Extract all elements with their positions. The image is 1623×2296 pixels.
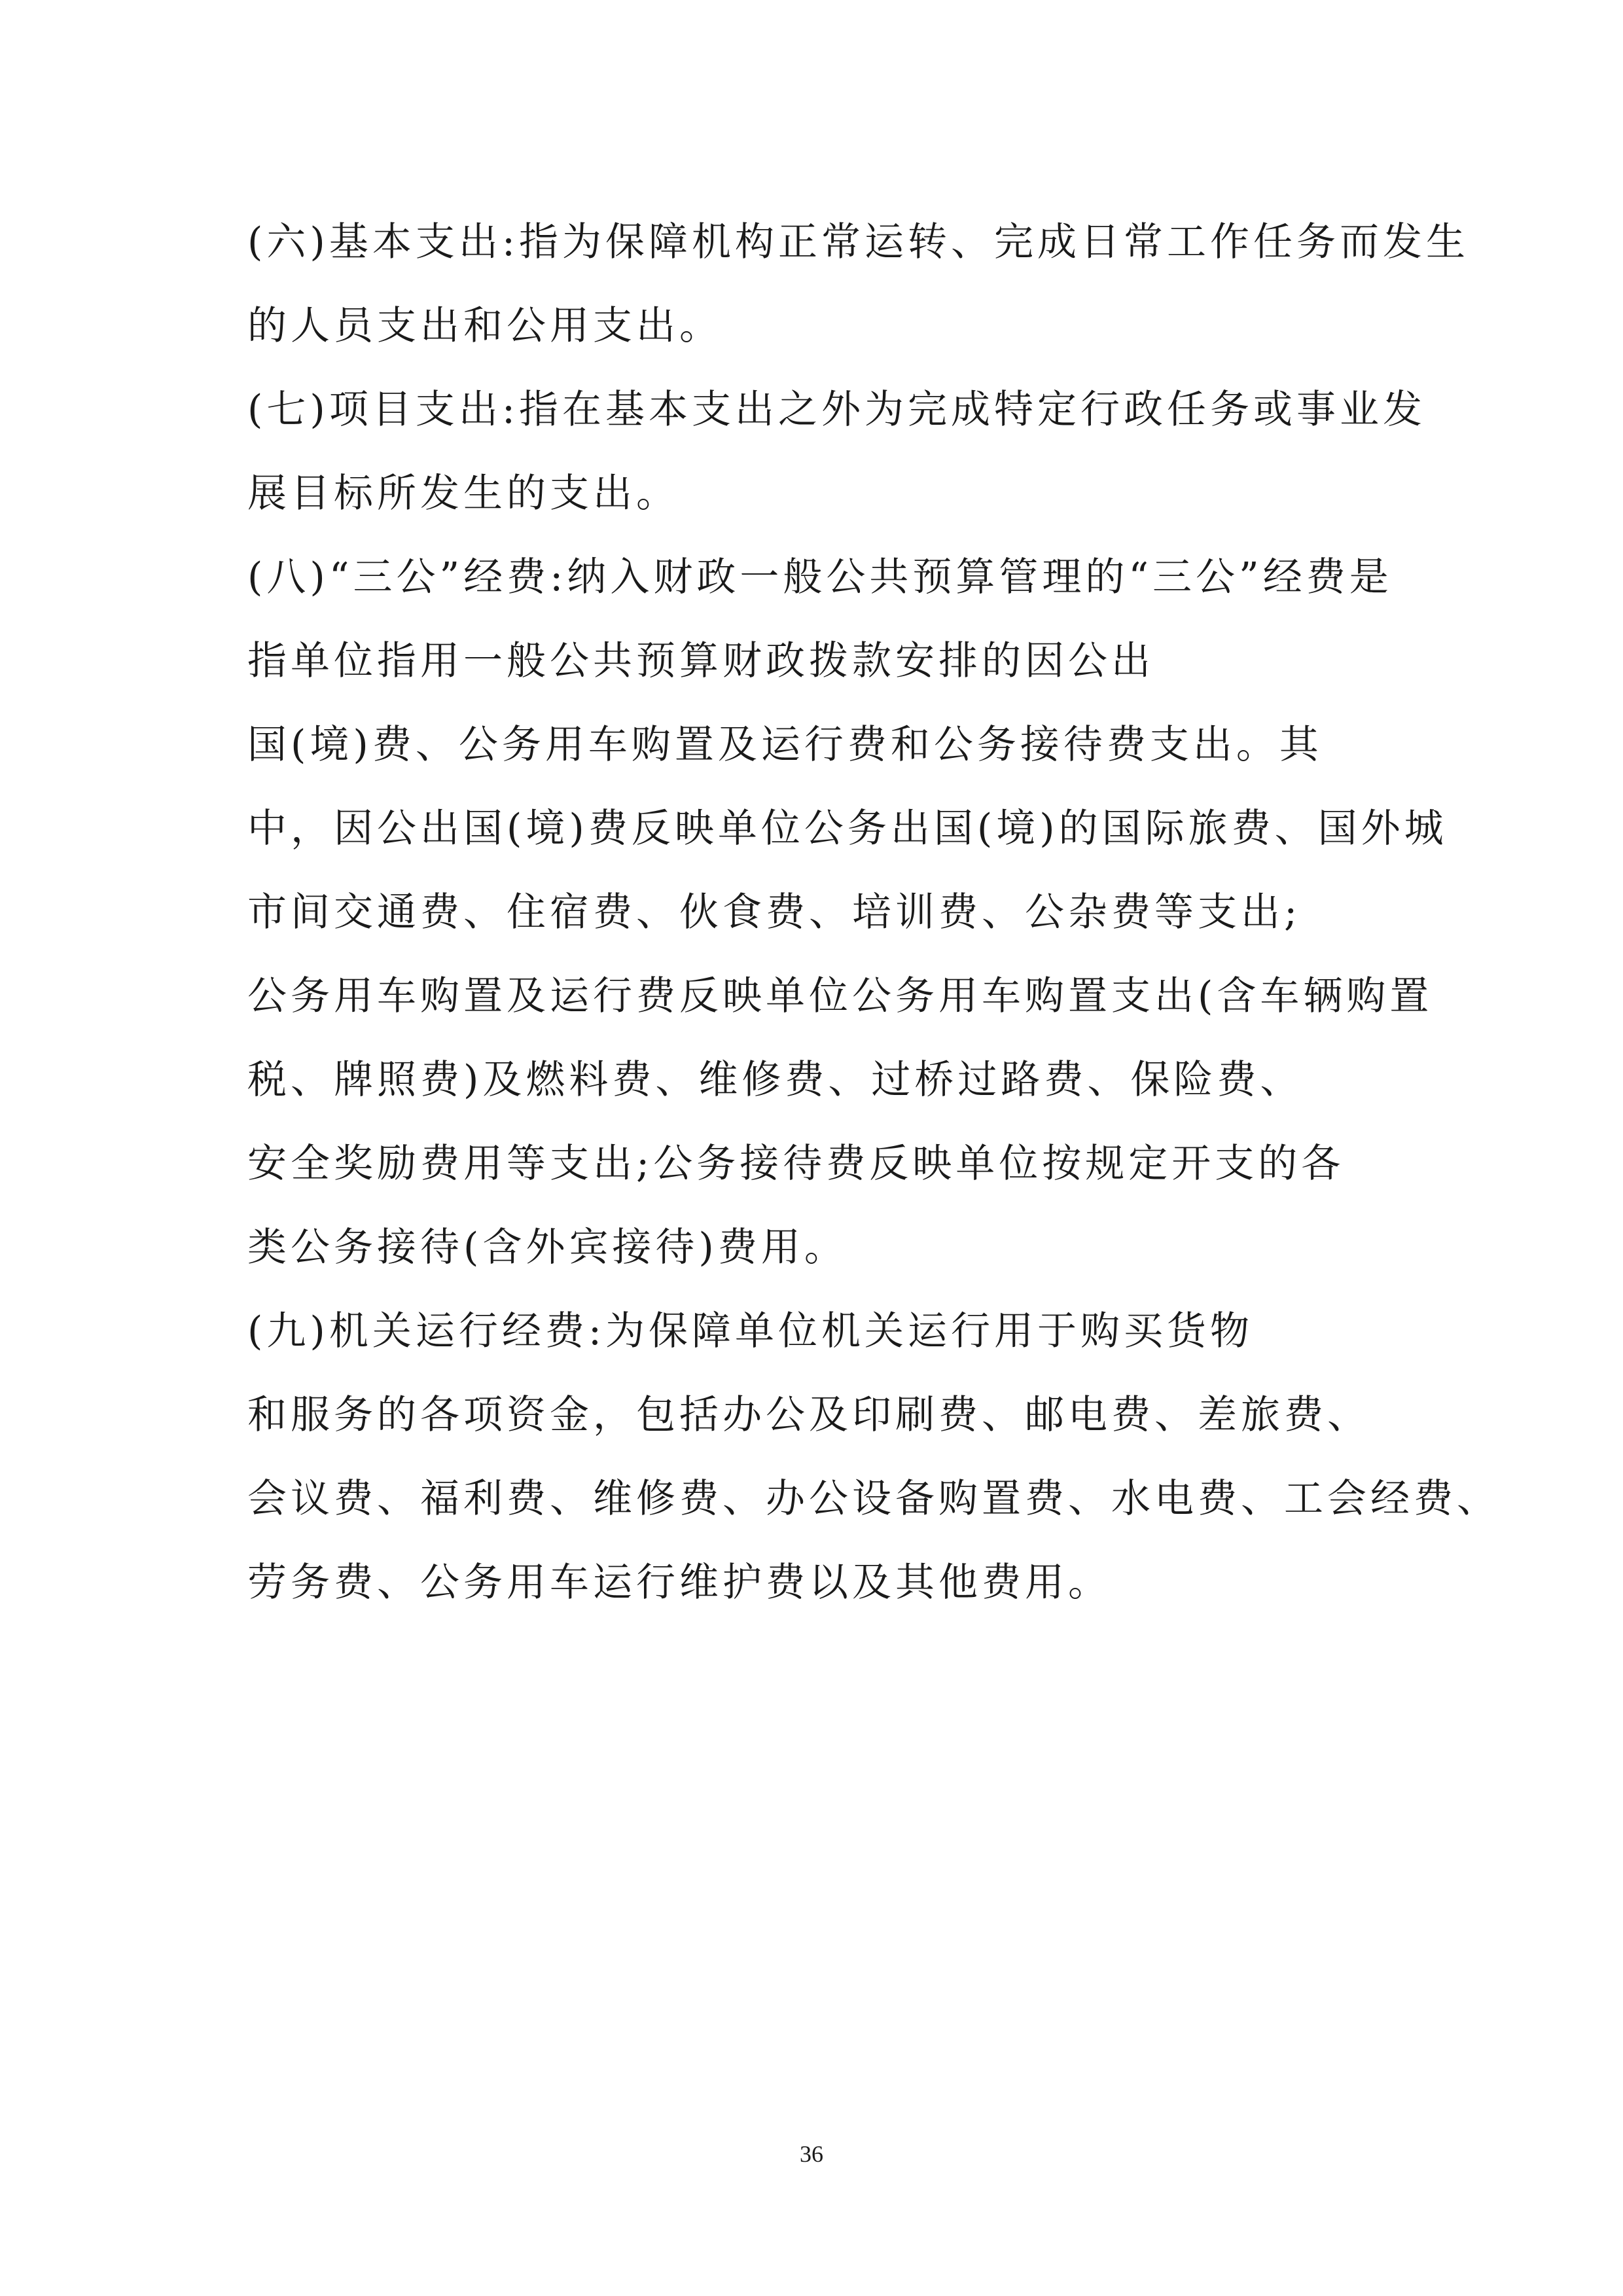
text-line: 类公务接待(含外宾接待)费用。 [247, 1225, 847, 1270]
body-text [247, 208, 1500, 1632]
text-line: 中，因公出国(境)费反映单位公务出国(境)的国际旅费、国外城 [247, 806, 1448, 852]
text-line: (六)基本支出:指为保障机构正常运转、完成日常工作任务而发生 [247, 219, 1470, 265]
text-line: (九)机关运行经费:为保障单位机关运行用于购买货物 [247, 1308, 1254, 1354]
text-line: 税、牌照费)及燃料费、维修费、过桥过路费、保险费、 [247, 1057, 1304, 1103]
text-line: 和服务的各项资金，包括办公及印刷费、邮电费、差旅费、 [247, 1392, 1370, 1438]
text-line: 市间交通费、住宿费、伙食费、培训费、公杂费等支出; [247, 889, 1302, 935]
text-line: (八)“三公”经费:纳入财政一般公共预算管理的“三公”经费是 [247, 554, 1393, 600]
text-line: 安全奖励费用等支出;公务接待费反映单位按规定开支的各 [247, 1141, 1345, 1187]
text-line: 劳务费、公务用车运行维护费以及其他费用。 [247, 1560, 1111, 1605]
text-line: 的人员支出和公用支出。 [247, 303, 722, 349]
page-number: 36 [800, 2141, 823, 2167]
text-line: 展目标所发生的支出。 [247, 471, 679, 516]
text-line: 指单位指用一般公共预算财政拨款安排的因公出 [247, 638, 1154, 684]
text-line: 公务用车购置及运行费反映单位公务用车购置支出(含车辆购置 [247, 973, 1433, 1019]
text-line: (七)项目支出:指在基本支出之外为完成特定行政任务或事业发 [247, 387, 1427, 433]
text-line: 国(境)费、公务用车购置及运行费和公务接待费支出。其 [247, 722, 1323, 768]
text-line: 会议费、福利费、维修费、办公设备购置费、水电费、工会经费、 [247, 1476, 1500, 1522]
